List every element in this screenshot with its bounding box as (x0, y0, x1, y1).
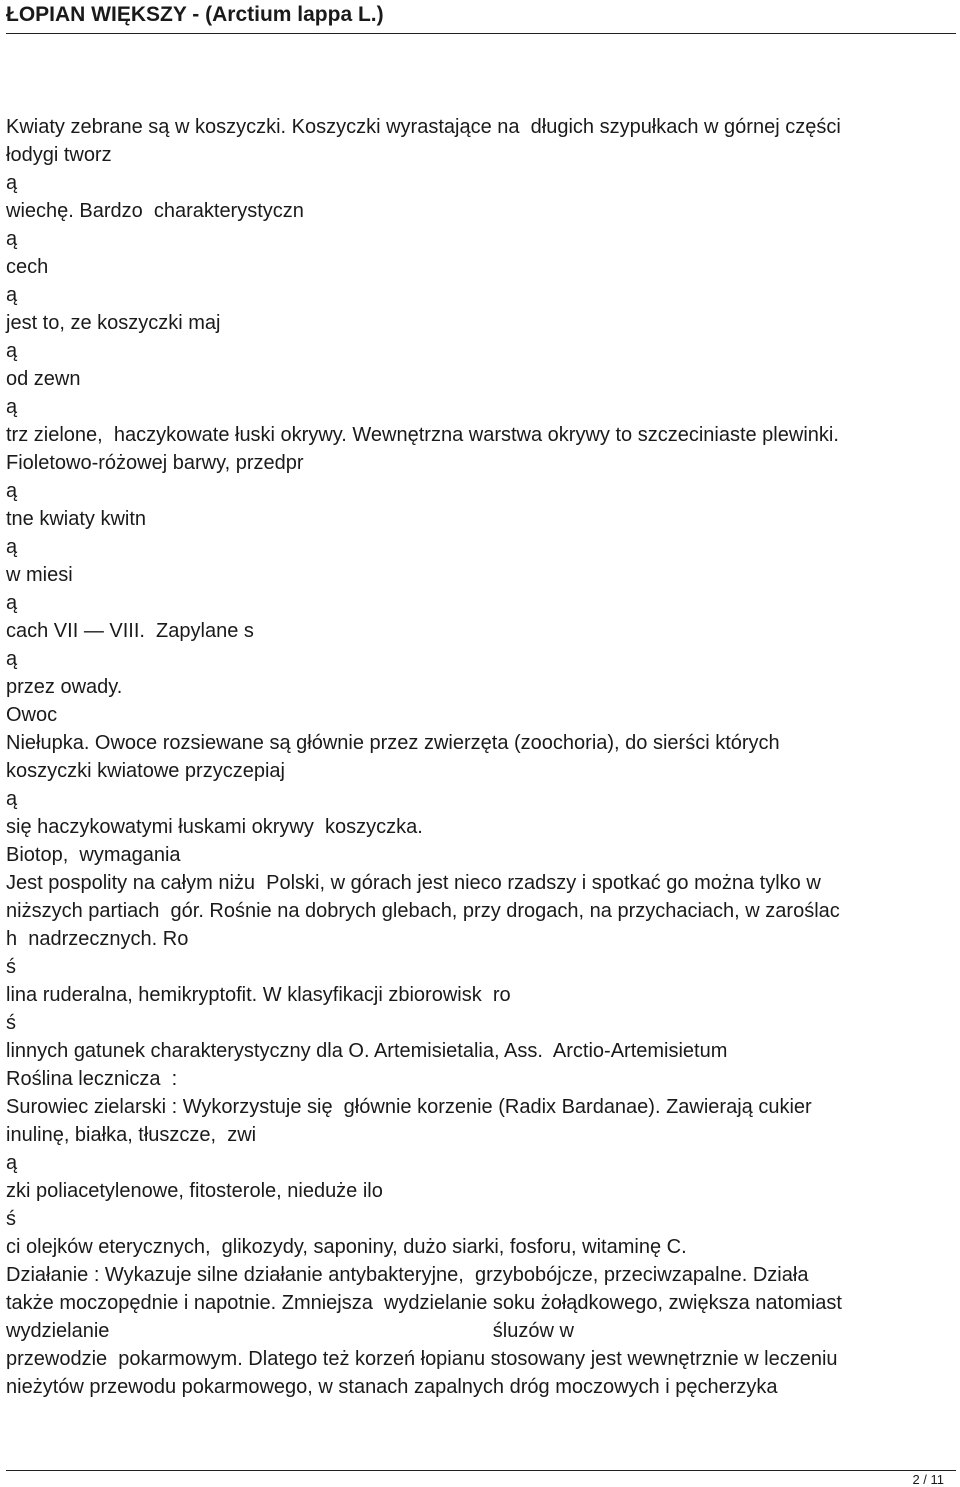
text-line: przewodzie pokarmowym. Dlatego też korzeń łopianu stosowany jest wewnętrznie w leczeniu (6, 1348, 838, 1370)
text-line: ś (6, 1208, 16, 1230)
text-line: wydzielanie śluzów w (6, 1320, 574, 1342)
text-line: tne kwiaty kwitn (6, 508, 147, 530)
text-line: Niełupka. Owoce rozsiewane są głównie przez zwierzęta (zoochoria), do sierści których (6, 732, 780, 754)
text-line: koszyczki kwiatowe przyczepiaj (6, 760, 285, 782)
text-line: lina ruderalna, hemikryptofit. W klasyfikacji zbiorowisk ro (6, 984, 511, 1006)
text-line: inulinę, białka, tłuszcze, zwi (6, 1124, 257, 1146)
text-line: ą (6, 396, 18, 418)
text-line: Owoc (6, 704, 58, 726)
text-line: Surowiec zielarski : Wykorzystuje się głównie korzenie (Radix Bardanae). Zawierają cukier (6, 1096, 812, 1118)
text-line: wiechę. Bardzo charakterystyczn (6, 200, 304, 222)
footer-divider (6, 1470, 956, 1471)
text-line: Jest pospolity na całym niżu Polski, w górach jest nieco rzadszy i spotkać go można tylko w (6, 872, 821, 894)
text-line: ą (6, 1152, 18, 1174)
header-divider (6, 33, 956, 34)
text-line: się haczykowatymi łuskami okrywy koszyczka. (6, 816, 423, 838)
text-line: ą (6, 480, 18, 502)
text-line: ą (6, 788, 18, 810)
text-line: h nadrzecznych. Ro (6, 928, 189, 950)
text-line: ą (6, 340, 18, 362)
text-line: ą (6, 172, 18, 194)
text-line: od zewn (6, 368, 81, 390)
page-number: 2 / 11 (912, 1472, 944, 1487)
text-line: ś (6, 1012, 16, 1034)
text-line: niższych partiach gór. Rośnie na dobrych glebach, przy drogach, na przychaciach, w zaroślac (6, 900, 840, 922)
document-title: ŁOPIAN WIĘKSZY - (Arctium lappa L.) (6, 3, 384, 26)
text-line: trz zielone, haczykowate łuski okrywy. Wewnętrzna warstwa okrywy to szczeciniaste plewinki. (6, 424, 839, 446)
text-line: ą (6, 228, 18, 250)
text-line: cach VII — VIII. Zapylane s (6, 620, 254, 642)
document-body (6, 113, 956, 1401)
text-line: zki poliacetylenowe, fitosterole, nieduże ilo (6, 1180, 383, 1202)
text-line: ś (6, 956, 16, 978)
text-line: przez owady. (6, 676, 123, 698)
text-line: ci olejków eterycznych, glikozydy, saponiny, dużo siarki, fosforu, witaminę C. (6, 1236, 687, 1258)
text-line: ą (6, 648, 18, 670)
text-line: ą (6, 284, 18, 306)
text-line: Roślina lecznicza : (6, 1068, 178, 1090)
text-line: jest to, ze koszyczki maj (6, 312, 221, 334)
text-line: w miesi (6, 564, 73, 586)
text-line: Biotop, wymagania (6, 844, 181, 866)
text-line: Fioletowo-różowej barwy, przedpr (6, 452, 304, 474)
text-line: nieżytów przewodu pokarmowego, w stanach zapalnych dróg moczowych i pęcherzyka (6, 1376, 778, 1398)
text-line: Działanie : Wykazuje silne działanie antybakteryjne, grzybobójcze, przeciwzapalne. Działa (6, 1264, 809, 1286)
text-line: linnych gatunek charakterystyczny dla O. Artemisietalia, Ass. Arctio-Artemisietum (6, 1040, 728, 1062)
text-line: także moczopędnie i napotnie. Zmniejsza wydzielanie soku żołądkowego, zwiększa natomiast (6, 1292, 842, 1314)
text-line: ą (6, 536, 18, 558)
text-line: Kwiaty zebrane są w koszyczki. Koszyczki wyrastające na długich szypułkach w górnej części (6, 116, 841, 138)
text-line: łodygi tworz (6, 144, 112, 166)
text-line: ą (6, 592, 18, 614)
text-line: cech (6, 256, 49, 278)
